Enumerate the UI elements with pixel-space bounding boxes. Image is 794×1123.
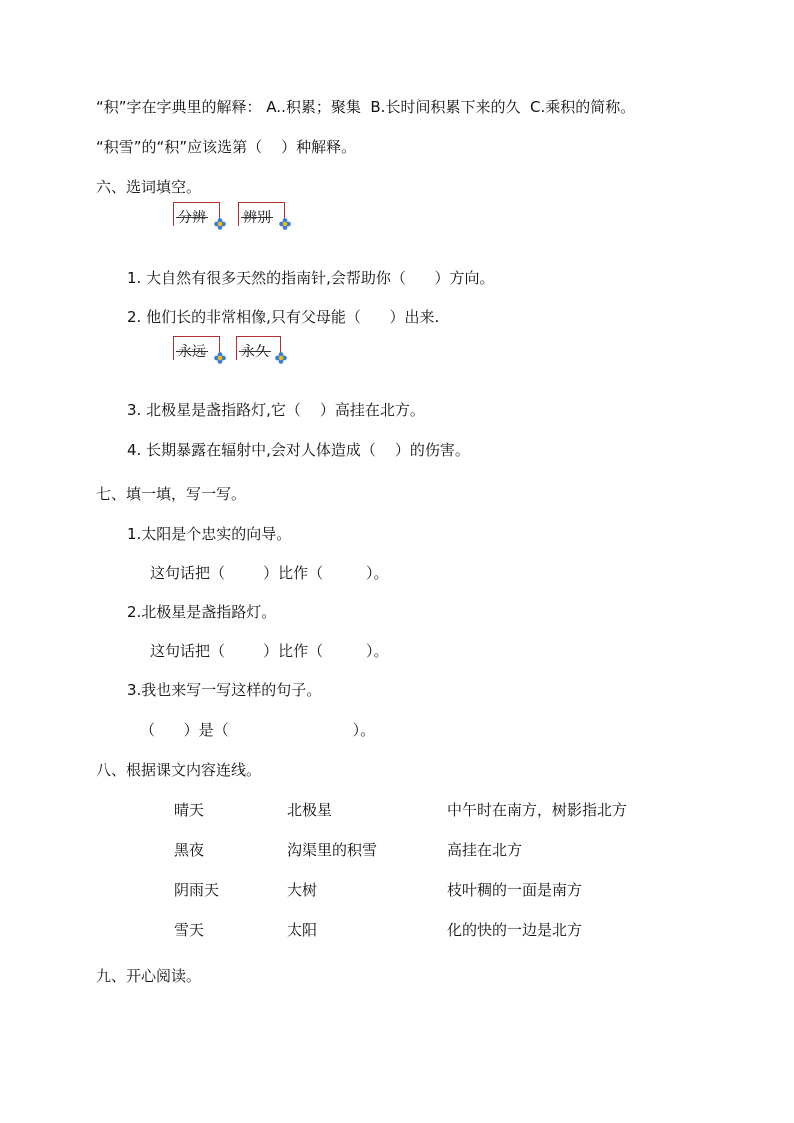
match-left-item: 阴雨天	[174, 881, 220, 899]
metaphor-fill: 这句话把（ ）比作（ ）。	[150, 642, 389, 660]
metaphor-fill: 这句话把（ ）比作（ ）。	[150, 564, 389, 582]
section-6-title: 六、选词填空。	[96, 178, 202, 196]
word-option-box	[238, 202, 285, 226]
metaphor-sentence: 1.太阳是个忠实的向导。	[127, 525, 292, 543]
fill-question: 2. 他们长的非常相像,只有父母能（ ）出来.	[127, 308, 440, 326]
match-middle-item: 北极星	[287, 801, 333, 819]
match-middle-item: 大树	[287, 881, 318, 899]
choose-definition-question: “积雪”的“积”应该选第（ ）种解释。	[96, 138, 357, 156]
match-middle-item: 沟渠里的积雪	[287, 841, 378, 859]
match-left-item: 雪天	[174, 921, 205, 939]
section-9-title: 九、开心阅读。	[96, 967, 202, 985]
flower-icon	[275, 352, 287, 364]
match-left-item: 黑夜	[174, 841, 205, 859]
word-option: 分辨	[178, 203, 206, 233]
match-right-item: 化的快的一边是北方	[447, 921, 583, 939]
match-middle-item: 太阳	[287, 921, 318, 939]
word-option: 辨别	[243, 203, 271, 233]
metaphor-fill: （ ）是（ ）。	[140, 721, 376, 739]
word-option: 永久	[241, 337, 269, 367]
flower-icon	[214, 218, 226, 230]
match-right-item: 中午时在南方，树影指北方	[447, 801, 628, 819]
word-option: 永远	[178, 337, 206, 367]
flower-icon	[214, 352, 226, 364]
fill-question: 4. 长期暴露在辐射中,会对人体造成（ ）的伤害。	[127, 441, 470, 459]
fill-question: 1. 大自然有很多天然的指南针,会帮助你（ ）方向。	[127, 269, 495, 287]
match-right-item: 枝叶稠的一面是南方	[447, 881, 583, 899]
word-option-box	[236, 336, 281, 360]
match-left-item: 晴天	[174, 801, 205, 819]
fill-question: 3. 北极星是盏指路灯,它（ ）高挂在北方。	[127, 401, 425, 419]
section-8-title: 八、根据课文内容连线。	[96, 761, 262, 779]
flower-icon	[279, 218, 291, 230]
metaphor-sentence: 3.我也来写一写这样的句子。	[127, 681, 322, 699]
metaphor-sentence: 2.北极星是盏指路灯。	[127, 603, 277, 621]
word-option-box	[173, 202, 220, 226]
word-option-box	[173, 336, 220, 360]
section-7-title: 七、填一填，写一写。	[96, 485, 247, 503]
match-right-item: 高挂在北方	[447, 841, 523, 859]
dictionary-definition: “积”字在字典里的解释： A..积累；聚集 B.长时间积累下来的久 C.乘积的简称。	[96, 98, 636, 116]
